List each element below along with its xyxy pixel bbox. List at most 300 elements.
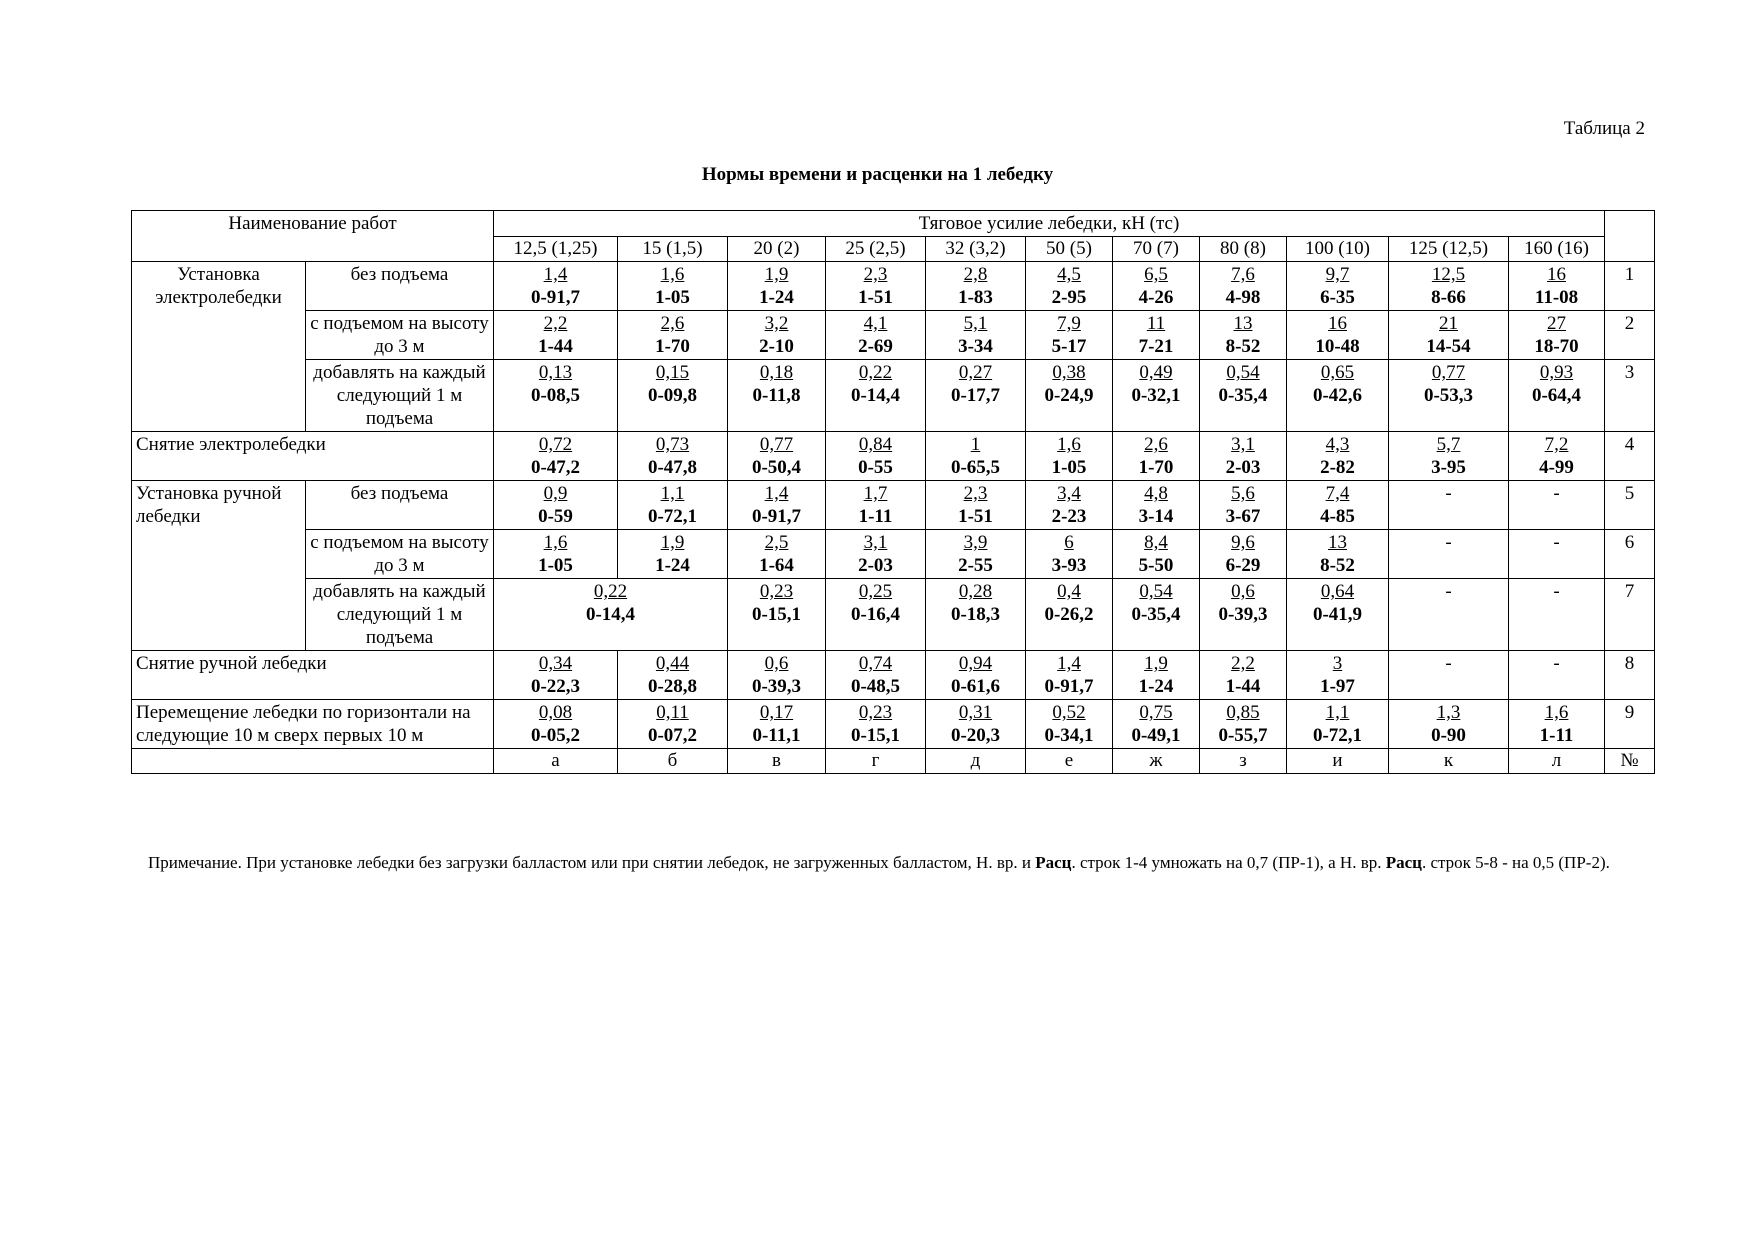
value-cell bbox=[728, 530, 826, 579]
value-cell bbox=[1287, 481, 1389, 530]
rate-value: 0-11,1 bbox=[752, 725, 801, 746]
time-norm: 0,34 bbox=[538, 653, 573, 674]
value-cell bbox=[1026, 311, 1113, 360]
value-cell bbox=[1287, 360, 1389, 432]
rate-value: 1-51 bbox=[858, 287, 893, 308]
rate-value: 0-39,3 bbox=[1218, 604, 1268, 625]
value-cell bbox=[494, 432, 618, 481]
rate-value: 0-07,2 bbox=[647, 725, 698, 746]
time-norm: 0,6 bbox=[764, 653, 789, 674]
rate-value: 8-52 bbox=[1320, 555, 1355, 576]
rate-value: 0-28,8 bbox=[647, 676, 698, 697]
time-norm: 1,4 bbox=[764, 483, 789, 504]
time-norm: 0,11 bbox=[656, 702, 689, 723]
time-norm: 2,6 bbox=[660, 313, 685, 334]
value-cell bbox=[1287, 262, 1389, 311]
rate-value: 0-42,6 bbox=[1312, 385, 1363, 406]
rate-value: 0-24,9 bbox=[1044, 385, 1094, 406]
force-column-header: 160 (16) bbox=[1509, 237, 1605, 262]
column-letter: д bbox=[926, 749, 1026, 774]
value-cell bbox=[618, 262, 728, 311]
value-cell bbox=[1113, 700, 1200, 749]
time-norm: 5,1 bbox=[963, 313, 988, 334]
time-norm: 0,9 bbox=[543, 483, 568, 504]
rate-value: 1-11 bbox=[1539, 725, 1574, 746]
rate-value: 0-35,4 bbox=[1131, 604, 1181, 625]
page-title: Нормы времени и расценки на 1 лебедку bbox=[701, 164, 1054, 185]
force-column-header: 100 (10) bbox=[1287, 237, 1389, 262]
subsection-label: с подъемом на высоту до 3 м bbox=[306, 530, 494, 579]
time-norm: 2,2 bbox=[1231, 653, 1255, 674]
force-column-header: 80 (8) bbox=[1200, 237, 1287, 262]
time-norm: 3,1 bbox=[1231, 434, 1255, 455]
row-number: 1 bbox=[1605, 262, 1655, 311]
column-letter: в bbox=[728, 749, 826, 774]
value-cell bbox=[1113, 360, 1200, 432]
value-cell bbox=[926, 360, 1026, 432]
value-cell bbox=[1026, 700, 1113, 749]
dash-cell: - bbox=[1509, 530, 1605, 579]
value-cell bbox=[494, 311, 618, 360]
value-cell bbox=[618, 481, 728, 530]
value-cell bbox=[1200, 311, 1287, 360]
rate-value: 1-51 bbox=[958, 506, 993, 527]
note-bold-2: Расц bbox=[1385, 853, 1422, 872]
force-column-header: 20 (2) bbox=[728, 237, 826, 262]
time-norm: 0,17 bbox=[759, 702, 794, 723]
rate-value: 0-91,7 bbox=[1044, 676, 1094, 697]
subsection-label: добавлять на каждый следующий 1 м подъема bbox=[306, 579, 494, 651]
time-norm: 13 bbox=[1328, 532, 1347, 553]
rate-value: 1-97 bbox=[1320, 676, 1355, 697]
rate-value: 0-17,7 bbox=[950, 385, 1001, 406]
note-text-1: Примечание. При установке лебедки без загрузки балластом или при снятии лебедок, не загруженных балластом, Н. вр. и bbox=[148, 853, 1036, 872]
force-column-header: 32 (3,2) bbox=[926, 237, 1026, 262]
time-norm: 1,6 bbox=[1057, 434, 1081, 455]
value-cell bbox=[1026, 262, 1113, 311]
time-norm: 0,94 bbox=[958, 653, 993, 674]
time-norm: 0,75 bbox=[1139, 702, 1173, 723]
rate-value: 1-24 bbox=[759, 287, 794, 308]
value-cell bbox=[728, 432, 826, 481]
subsection-label: добавлять на каждый следующий 1 м подъема bbox=[306, 360, 494, 432]
value-cell bbox=[618, 360, 728, 432]
rate-value: 0-09,8 bbox=[647, 385, 698, 406]
value-cell bbox=[1389, 262, 1509, 311]
rate-value: 0-91,7 bbox=[530, 287, 581, 308]
rate-value: 1-44 bbox=[538, 336, 573, 357]
time-norm: 0,27 bbox=[958, 362, 993, 383]
time-norm: 5,7 bbox=[1436, 434, 1461, 455]
rate-value: 0-72,1 bbox=[647, 506, 698, 527]
table-row bbox=[132, 579, 1655, 651]
row-number: 9 bbox=[1605, 700, 1655, 749]
time-norm: 1,1 bbox=[1325, 702, 1350, 723]
rate-value: 4-26 bbox=[1138, 287, 1174, 308]
dash-cell: - bbox=[1389, 579, 1509, 651]
value-cell bbox=[618, 530, 728, 579]
column-letter: а bbox=[494, 749, 618, 774]
dash-cell: - bbox=[1509, 651, 1605, 700]
footer-num-label: № bbox=[1605, 749, 1655, 774]
time-norm: 1,6 bbox=[543, 532, 568, 553]
value-cell bbox=[826, 360, 926, 432]
time-norm: 4,3 bbox=[1325, 434, 1350, 455]
section-manual-remove: Снятие ручной лебедки bbox=[132, 651, 494, 700]
rate-value: 2-55 bbox=[958, 555, 993, 576]
rate-value: 0-35,4 bbox=[1218, 385, 1268, 406]
rate-value: 4-85 bbox=[1320, 506, 1355, 527]
dash-cell: - bbox=[1389, 530, 1509, 579]
rate-value: 4-99 bbox=[1539, 457, 1574, 478]
rate-value: 0-41,9 bbox=[1312, 604, 1363, 625]
section-manual-install: Установка ручной лебедки bbox=[132, 481, 306, 651]
time-norm: 11 bbox=[1146, 313, 1166, 334]
value-cell bbox=[1200, 360, 1287, 432]
value-cell bbox=[1509, 311, 1605, 360]
column-letter: л bbox=[1509, 749, 1605, 774]
value-cell bbox=[1200, 262, 1287, 311]
rate-value: 2-82 bbox=[1320, 457, 1355, 478]
force-column-header: 70 (7) bbox=[1113, 237, 1200, 262]
time-norm: 1,7 bbox=[863, 483, 888, 504]
value-cell bbox=[926, 262, 1026, 311]
value-cell bbox=[826, 530, 926, 579]
rate-value: 0-32,1 bbox=[1131, 385, 1181, 406]
rate-value: 3-93 bbox=[1051, 555, 1087, 576]
rate-value: 8-52 bbox=[1225, 336, 1261, 357]
time-norm: 0,23 bbox=[759, 581, 794, 602]
time-norm: 13 bbox=[1233, 313, 1253, 334]
rate-value: 0-49,1 bbox=[1131, 725, 1181, 746]
time-norm: 2,5 bbox=[764, 532, 789, 553]
time-norm: 0,23 bbox=[858, 702, 893, 723]
row-number: 3 bbox=[1605, 360, 1655, 432]
dash-cell: - bbox=[1509, 579, 1605, 651]
time-norm: 0,25 bbox=[858, 581, 893, 602]
value-cell bbox=[826, 262, 926, 311]
value-cell bbox=[1509, 700, 1605, 749]
time-norm: 2,3 bbox=[863, 264, 888, 285]
time-norm: 1,3 bbox=[1436, 702, 1461, 723]
rate-value: 0-08,5 bbox=[530, 385, 581, 406]
time-norm: 2,2 bbox=[543, 313, 568, 334]
value-cell bbox=[728, 700, 826, 749]
header-empty-cell bbox=[1605, 211, 1655, 262]
value-cell bbox=[1026, 651, 1113, 700]
time-norm: 0,49 bbox=[1139, 362, 1173, 383]
value-cell bbox=[1287, 579, 1389, 651]
time-norm: 3,9 bbox=[963, 532, 988, 553]
rate-value: 1-70 bbox=[655, 336, 690, 357]
time-norm: 0,44 bbox=[655, 653, 690, 674]
time-norm: 0,84 bbox=[858, 434, 893, 455]
value-cell bbox=[1026, 579, 1113, 651]
time-norm: 7,4 bbox=[1325, 483, 1350, 504]
table-row bbox=[132, 262, 1655, 311]
force-column-header: 125 (12,5) bbox=[1389, 237, 1509, 262]
force-column-header: 50 (5) bbox=[1026, 237, 1113, 262]
rate-value: 11-08 bbox=[1534, 287, 1579, 308]
header-row-1 bbox=[132, 211, 1655, 237]
rate-value: 5-50 bbox=[1138, 555, 1174, 576]
rate-value: 1-24 bbox=[1138, 676, 1174, 697]
value-cell bbox=[926, 311, 1026, 360]
time-norm: 4,5 bbox=[1057, 264, 1081, 285]
norms-table bbox=[131, 210, 1655, 774]
value-cell bbox=[1026, 360, 1113, 432]
value-cell bbox=[926, 481, 1026, 530]
time-norm: 0,73 bbox=[655, 434, 690, 455]
value-cell bbox=[1200, 579, 1287, 651]
rate-value: 14-54 bbox=[1426, 336, 1471, 357]
dash-cell: - bbox=[1389, 651, 1509, 700]
time-norm: 0,64 bbox=[1320, 581, 1355, 602]
time-norm: 0,65 bbox=[1320, 362, 1355, 383]
time-norm: 1,1 bbox=[660, 483, 685, 504]
value-cell bbox=[728, 651, 826, 700]
time-norm: 0,52 bbox=[1052, 702, 1086, 723]
table-row bbox=[132, 311, 1655, 360]
rate-value: 0-59 bbox=[538, 506, 573, 527]
value-cell bbox=[826, 579, 926, 651]
value-cell bbox=[1113, 579, 1200, 651]
rate-value: 0-65,5 bbox=[950, 457, 1001, 478]
time-norm: 12,5 bbox=[1431, 264, 1466, 285]
time-norm: 4,8 bbox=[1144, 483, 1168, 504]
time-norm: 2,6 bbox=[1144, 434, 1168, 455]
time-norm: 1,4 bbox=[1057, 653, 1081, 674]
table-row bbox=[132, 432, 1655, 481]
rate-value: 7-21 bbox=[1138, 336, 1174, 357]
time-norm: 7,9 bbox=[1057, 313, 1081, 334]
time-norm: 3 bbox=[1332, 653, 1343, 674]
value-cell bbox=[1389, 360, 1509, 432]
value-cell bbox=[1509, 360, 1605, 432]
section-move: Перемещение лебедки по горизонтали на следующие 10 м сверх первых 10 м bbox=[132, 700, 494, 749]
rate-value: 2-23 bbox=[1051, 506, 1087, 527]
rate-value: 0-90 bbox=[1431, 725, 1466, 746]
value-cell bbox=[494, 579, 728, 651]
rate-value: 0-15,1 bbox=[850, 725, 901, 746]
note-text-3: . строк 5-8 - на 0,5 (ПР-2). bbox=[1421, 853, 1610, 872]
time-norm: 4,1 bbox=[863, 313, 888, 334]
rate-value: 0-47,8 bbox=[647, 457, 698, 478]
rate-value: 2-95 bbox=[1051, 287, 1087, 308]
rate-value: 0-22,3 bbox=[530, 676, 581, 697]
time-norm: 6 bbox=[1064, 532, 1074, 553]
note-paragraph bbox=[120, 852, 1645, 874]
time-norm: 0,54 bbox=[1139, 581, 1173, 602]
time-norm: 1,9 bbox=[1144, 653, 1168, 674]
time-norm: 1,4 bbox=[543, 264, 568, 285]
rate-value: 0-34,1 bbox=[1044, 725, 1094, 746]
row-number: 5 bbox=[1605, 481, 1655, 530]
dash-cell: - bbox=[1509, 481, 1605, 530]
value-cell bbox=[728, 481, 826, 530]
value-cell bbox=[826, 651, 926, 700]
footer-row bbox=[132, 749, 1655, 774]
value-cell bbox=[728, 579, 826, 651]
value-cell bbox=[1026, 481, 1113, 530]
time-norm: 0,38 bbox=[1052, 362, 1086, 383]
subsection-label: без подъема bbox=[306, 481, 494, 530]
value-cell bbox=[826, 432, 926, 481]
rate-value: 0-61,6 bbox=[950, 676, 1001, 697]
time-norm: 0,28 bbox=[958, 581, 993, 602]
time-norm: 7,2 bbox=[1544, 434, 1569, 455]
table-body bbox=[132, 211, 1655, 774]
value-cell bbox=[1287, 700, 1389, 749]
value-cell bbox=[494, 700, 618, 749]
rate-value: 2-69 bbox=[858, 336, 893, 357]
table-row bbox=[132, 530, 1655, 579]
time-norm: 1,9 bbox=[660, 532, 685, 553]
value-cell bbox=[1509, 262, 1605, 311]
value-cell bbox=[728, 262, 826, 311]
rate-value: 0-50,4 bbox=[751, 457, 802, 478]
value-cell bbox=[926, 530, 1026, 579]
value-cell bbox=[1113, 481, 1200, 530]
value-cell bbox=[1389, 432, 1509, 481]
rate-value: 3-67 bbox=[1225, 506, 1261, 527]
value-cell bbox=[1287, 651, 1389, 700]
rate-value: 18-70 bbox=[1534, 336, 1579, 357]
rate-value: 0-39,3 bbox=[751, 676, 802, 697]
column-letter: к bbox=[1389, 749, 1509, 774]
rate-value: 5-17 bbox=[1051, 336, 1087, 357]
rate-value: 1-11 bbox=[858, 506, 893, 527]
value-cell bbox=[1389, 311, 1509, 360]
value-cell bbox=[1113, 651, 1200, 700]
row-number: 7 bbox=[1605, 579, 1655, 651]
value-cell bbox=[1113, 262, 1200, 311]
column-letter: г bbox=[826, 749, 926, 774]
value-cell bbox=[494, 481, 618, 530]
time-norm: 0,74 bbox=[858, 653, 893, 674]
rate-value: 0-47,2 bbox=[530, 457, 581, 478]
column-letter: б bbox=[618, 749, 728, 774]
value-cell bbox=[494, 262, 618, 311]
rate-value: 1-05 bbox=[655, 287, 690, 308]
time-norm: 0,77 bbox=[759, 434, 794, 455]
header-works-name: Наименование работ bbox=[132, 211, 494, 262]
footer-empty-cell bbox=[132, 749, 494, 774]
time-norm: 6,5 bbox=[1144, 264, 1168, 285]
time-norm: 0,31 bbox=[958, 702, 993, 723]
time-norm: 0,15 bbox=[655, 362, 690, 383]
value-cell bbox=[1509, 432, 1605, 481]
time-norm: 0,77 bbox=[1431, 362, 1466, 383]
time-norm: 1,6 bbox=[1544, 702, 1569, 723]
time-norm: 0,22 bbox=[593, 581, 628, 602]
value-cell bbox=[1287, 311, 1389, 360]
time-norm: 0,6 bbox=[1231, 581, 1255, 602]
rate-value: 6-35 bbox=[1320, 287, 1355, 308]
value-cell bbox=[1200, 481, 1287, 530]
value-cell bbox=[728, 360, 826, 432]
value-cell bbox=[1200, 651, 1287, 700]
rate-value: 0-05,2 bbox=[530, 725, 581, 746]
note-bold-1: Расц bbox=[1035, 853, 1072, 872]
rate-value: 0-53,3 bbox=[1423, 385, 1474, 406]
value-cell bbox=[618, 700, 728, 749]
rate-value: 1-64 bbox=[759, 555, 794, 576]
rate-value: 1-70 bbox=[1138, 457, 1174, 478]
value-cell bbox=[618, 432, 728, 481]
time-norm: 0,08 bbox=[538, 702, 573, 723]
value-cell bbox=[1389, 700, 1509, 749]
subsection-label: с подъемом на высоту до 3 м bbox=[306, 311, 494, 360]
value-cell bbox=[826, 481, 926, 530]
column-letter: ж bbox=[1113, 749, 1200, 774]
rate-value: 0-26,2 bbox=[1044, 604, 1094, 625]
value-cell bbox=[926, 579, 1026, 651]
rate-value: 0-11,8 bbox=[752, 385, 801, 406]
rate-value: 3-95 bbox=[1431, 457, 1466, 478]
column-letter: з bbox=[1200, 749, 1287, 774]
subsection-label: без подъема bbox=[306, 262, 494, 311]
row-number: 8 bbox=[1605, 651, 1655, 700]
time-norm: 0,13 bbox=[538, 362, 573, 383]
value-cell bbox=[826, 700, 926, 749]
time-norm: 0,85 bbox=[1226, 702, 1260, 723]
value-cell bbox=[1113, 530, 1200, 579]
value-cell bbox=[728, 311, 826, 360]
rate-value: 1-24 bbox=[655, 555, 690, 576]
rate-value: 2-03 bbox=[858, 555, 893, 576]
rate-value: 0-72,1 bbox=[1312, 725, 1363, 746]
rate-value: 0-14,4 bbox=[585, 604, 636, 625]
value-cell bbox=[1200, 700, 1287, 749]
value-cell bbox=[494, 651, 618, 700]
value-cell bbox=[1113, 311, 1200, 360]
table-row bbox=[132, 700, 1655, 749]
value-cell bbox=[494, 530, 618, 579]
time-norm: 0,4 bbox=[1057, 581, 1081, 602]
rate-value: 6-29 bbox=[1225, 555, 1261, 576]
time-norm: 2,3 bbox=[963, 483, 988, 504]
value-cell bbox=[1200, 432, 1287, 481]
row-number: 6 bbox=[1605, 530, 1655, 579]
section-electro-install: Установка электролебедки bbox=[132, 262, 306, 432]
rate-value: 0-55 bbox=[858, 457, 893, 478]
table-row bbox=[132, 360, 1655, 432]
time-norm: 3,1 bbox=[863, 532, 888, 553]
table-row bbox=[132, 651, 1655, 700]
rate-value: 1-05 bbox=[538, 555, 573, 576]
rate-value: 4-98 bbox=[1225, 287, 1261, 308]
time-norm: 3,2 bbox=[764, 313, 789, 334]
rate-value: 1-05 bbox=[1051, 457, 1087, 478]
time-norm: 2,8 bbox=[963, 264, 988, 285]
section-electro-remove: Снятие электролебедки bbox=[132, 432, 494, 481]
rate-value: 0-18,3 bbox=[950, 604, 1001, 625]
time-norm: 1,9 bbox=[764, 264, 789, 285]
time-norm: 1,6 bbox=[660, 264, 685, 285]
time-norm: 0,22 bbox=[858, 362, 893, 383]
time-norm: 9,7 bbox=[1325, 264, 1350, 285]
time-norm: 5,6 bbox=[1231, 483, 1255, 504]
rate-value: 1-44 bbox=[1225, 676, 1261, 697]
header-force-title: Тяговое усилие лебедки, кН (тс) bbox=[494, 211, 1605, 237]
column-letter: е bbox=[1026, 749, 1113, 774]
rate-value: 1-83 bbox=[958, 287, 993, 308]
value-cell bbox=[1287, 432, 1389, 481]
rate-value: 0-14,4 bbox=[850, 385, 901, 406]
rate-value: 0-55,7 bbox=[1218, 725, 1268, 746]
value-cell bbox=[1026, 432, 1113, 481]
